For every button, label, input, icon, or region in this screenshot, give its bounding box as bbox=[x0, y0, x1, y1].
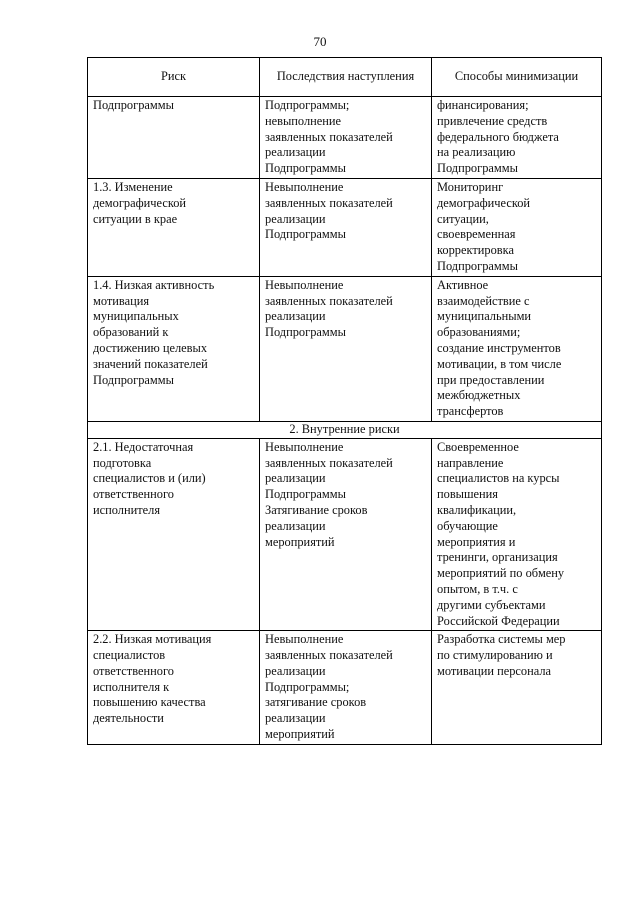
cell-line: 2.2. Низкая мотивация bbox=[93, 632, 212, 647]
cell-line: реализации bbox=[265, 663, 326, 678]
cell-line: Подпрограммы; bbox=[265, 679, 350, 694]
cell-line: обучающие bbox=[437, 518, 498, 533]
cell-line: Подпрограммы bbox=[93, 372, 174, 387]
risk-table bbox=[87, 57, 602, 745]
cell-mitigation bbox=[432, 438, 602, 631]
cell-line: реализации bbox=[265, 211, 326, 226]
cell-line: Подпрограммы bbox=[265, 325, 346, 340]
cell-line: Разработка системы мер bbox=[437, 632, 566, 647]
cell-risk bbox=[88, 97, 260, 179]
cell-line: демографической bbox=[93, 195, 187, 210]
cell-line: реализации bbox=[265, 711, 326, 726]
cell-line: мотивация bbox=[93, 293, 150, 308]
cell-line: своевременная bbox=[437, 227, 516, 242]
cell-line: при предоставлении bbox=[437, 372, 545, 387]
cell-line: Подпрограммы bbox=[93, 98, 174, 112]
cell-line: Подпрограммы bbox=[437, 161, 518, 176]
cell-line: повышению качества bbox=[93, 695, 206, 710]
cell-line: исполнителя bbox=[93, 502, 161, 517]
cell-line: муниципальных bbox=[93, 309, 179, 324]
cell-line: невыполнение bbox=[265, 113, 342, 128]
cell-line: Невыполнение bbox=[265, 439, 344, 454]
cell-consequences bbox=[260, 438, 432, 631]
cell-line: Российской Федерации bbox=[437, 613, 560, 628]
cell-line: реализации bbox=[265, 471, 326, 486]
cell-line: межбюджетных bbox=[437, 388, 521, 403]
section-divider bbox=[88, 421, 602, 438]
cell-risk bbox=[88, 631, 260, 745]
cell-line: Невыполнение bbox=[265, 632, 344, 647]
header-row bbox=[88, 58, 602, 97]
cell-line: Подпрограммы bbox=[265, 487, 346, 502]
cell-line: заявленных показателей bbox=[265, 455, 393, 470]
cell-line: Подпрограммы; bbox=[265, 98, 350, 112]
cell-line: тренинги, организация bbox=[437, 550, 558, 565]
cell-line: реализации bbox=[265, 518, 326, 533]
cell-line: опытом, в т.ч. с bbox=[437, 581, 518, 596]
cell-line: Невыполнение bbox=[265, 277, 344, 292]
cell-line: ответственного bbox=[93, 663, 174, 678]
cell-line: реализации bbox=[265, 309, 326, 324]
header-risk: Риск bbox=[88, 58, 260, 97]
table-row bbox=[88, 631, 602, 745]
cell-line: ситуации в крае bbox=[93, 211, 178, 226]
cell-line: ситуации, bbox=[437, 211, 489, 226]
cell-line: Своевременное bbox=[437, 439, 519, 454]
cell-line: специалистов bbox=[93, 648, 166, 663]
cell-risk bbox=[88, 276, 260, 421]
cell-line: Активное bbox=[437, 277, 489, 292]
cell-line: корректировка bbox=[437, 243, 514, 258]
cell-consequences bbox=[260, 631, 432, 745]
cell-consequences bbox=[260, 178, 432, 276]
cell-line: Затягивание сроков bbox=[265, 502, 368, 517]
cell-line: значений показателей bbox=[93, 356, 208, 371]
header-mitigation: Способы минимизации bbox=[432, 58, 602, 97]
cell-risk bbox=[88, 438, 260, 631]
cell-line: привлечение средств bbox=[437, 113, 548, 128]
cell-mitigation bbox=[432, 276, 602, 421]
table-row bbox=[88, 438, 602, 631]
cell-line: квалификации, bbox=[437, 502, 517, 517]
cell-line: достижению целевых bbox=[93, 340, 208, 355]
cell-line: взаимодействие с bbox=[437, 293, 530, 308]
cell-line: 1.4. Низкая активность bbox=[93, 277, 215, 292]
cell-line: муниципальными bbox=[437, 309, 532, 324]
cell-line: Подпрограммы bbox=[437, 258, 518, 273]
table-row bbox=[88, 178, 602, 276]
external-risks-body bbox=[88, 97, 602, 422]
cell-line: специалистов и (или) bbox=[93, 471, 206, 486]
cell-line: образований к bbox=[93, 325, 169, 340]
cell-line: трансфертов bbox=[437, 404, 504, 419]
cell-line: реализации bbox=[265, 145, 326, 160]
cell-line: заявленных показателей bbox=[265, 195, 393, 210]
cell-line: деятельности bbox=[93, 711, 164, 726]
cell-line: Мониторинг bbox=[437, 179, 504, 194]
cell-consequences bbox=[260, 276, 432, 421]
cell-line: Невыполнение bbox=[265, 179, 344, 194]
cell-line: ответственного bbox=[93, 487, 174, 502]
cell-line: затягивание сроков bbox=[265, 695, 367, 710]
cell-risk bbox=[88, 178, 260, 276]
cell-line: мероприятий bbox=[265, 534, 335, 549]
cell-line: образованиями; bbox=[437, 325, 521, 340]
cell-line: подготовка bbox=[93, 455, 152, 470]
cell-consequences bbox=[260, 97, 432, 179]
cell-line: повышения bbox=[437, 487, 499, 502]
page-number: 70 bbox=[313, 34, 327, 49]
cell-line: заявленных показателей bbox=[265, 293, 393, 308]
internal-risks-body bbox=[88, 438, 602, 744]
table-row bbox=[88, 97, 602, 179]
header-consequences: Последствия наступления bbox=[260, 58, 432, 97]
cell-line: Подпрограммы bbox=[265, 227, 346, 242]
cell-line: по стимулированию и bbox=[437, 648, 553, 663]
section-title: 2. Внутренние риски bbox=[88, 421, 602, 438]
cell-line: 1.3. Изменение bbox=[93, 179, 173, 194]
cell-line: Подпрограммы bbox=[265, 161, 346, 176]
section-row bbox=[88, 421, 602, 438]
cell-line: 2.1. Недостаточная bbox=[93, 439, 194, 454]
cell-mitigation bbox=[432, 97, 602, 179]
cell-line: направление bbox=[437, 455, 504, 470]
cell-line: мероприятия и bbox=[437, 534, 516, 549]
cell-line: мотивации, в том числе bbox=[437, 356, 562, 371]
cell-line: мотивации персонала bbox=[437, 663, 552, 678]
cell-line: мероприятий по обмену bbox=[437, 566, 565, 581]
cell-line: специалистов на курсы bbox=[437, 471, 560, 486]
table-row bbox=[88, 276, 602, 421]
cell-line: на реализацию bbox=[437, 145, 516, 160]
cell-mitigation bbox=[432, 178, 602, 276]
cell-line: демографической bbox=[437, 195, 531, 210]
table-header bbox=[88, 58, 602, 97]
cell-line: другими субъектами bbox=[437, 597, 546, 612]
cell-line: федерального бюджета bbox=[437, 129, 559, 144]
cell-line: заявленных показателей bbox=[265, 648, 393, 663]
cell-line: финансирования; bbox=[437, 98, 529, 112]
cell-line: исполнителя к bbox=[93, 679, 170, 694]
cell-line: мероприятий bbox=[265, 727, 335, 742]
cell-line: создание инструментов bbox=[437, 340, 561, 355]
cell-line: заявленных показателей bbox=[265, 129, 393, 144]
cell-mitigation bbox=[432, 631, 602, 745]
